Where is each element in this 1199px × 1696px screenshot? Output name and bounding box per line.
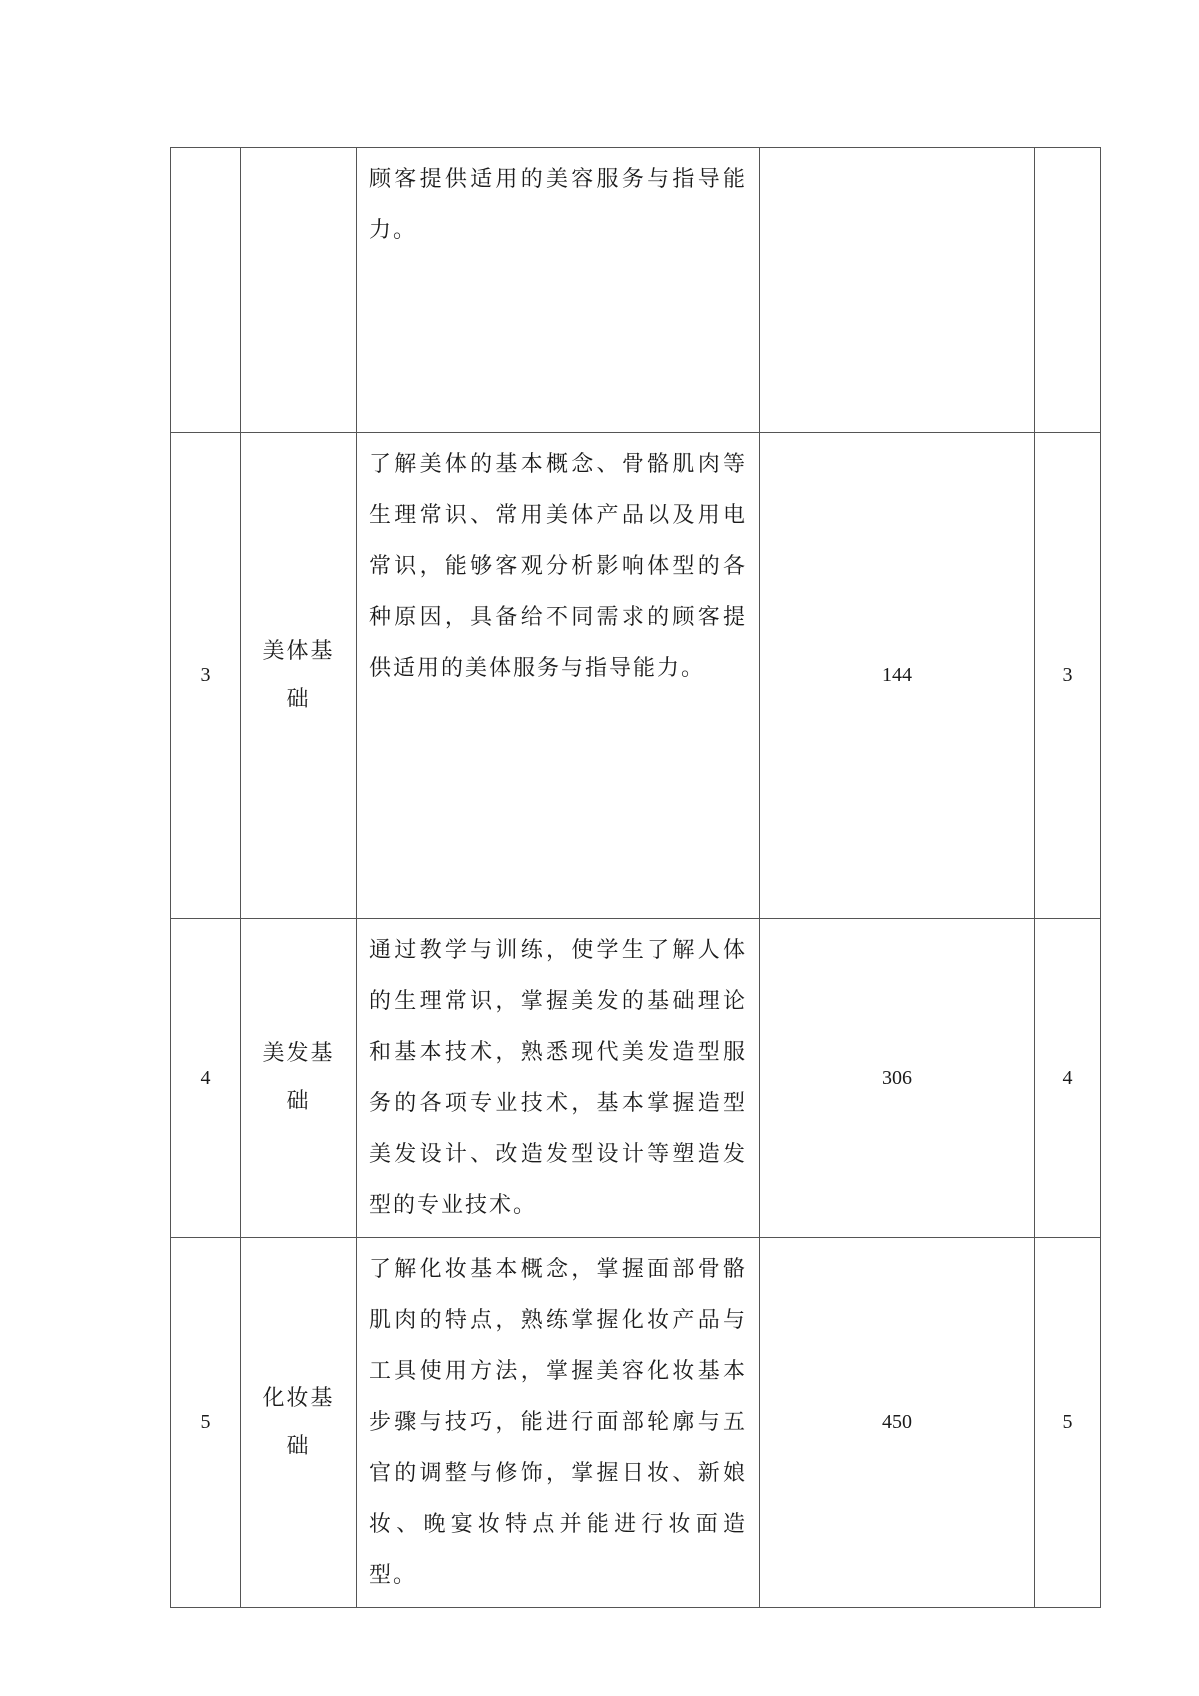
table-row [171,148,1101,433]
course-weeks-cell: 5 [1035,1238,1101,1608]
course-name-cell: 美发基础 [241,919,357,1238]
course-hours-cell: 306 [760,919,1035,1238]
course-description-text: 通过教学与训练，使学生了解人体的生理常识，掌握美发的基础理论和基本技术，熟悉现代美发造型服务的各项专业技术，基本掌握造型美发设计、改造发型设计等塑造发型的专业技术。 [369,938,747,1218]
course-description-text: 了解美体的基本概念、骨骼肌肉等生理常识、常用美体产品以及用电常识，能够客观分析影响体型的各种原因，具备给不同需求的顾客提供适用的美体服务与指导能力。 [369,452,747,681]
table-row [171,919,1101,1238]
course-number-cell: 3 [171,433,241,919]
course-number-cell: 4 [171,919,241,1238]
course-description-cell [357,433,760,919]
course-table [170,147,1101,1608]
course-weeks-cell [1035,148,1101,433]
course-number-cell: 5 [171,1238,241,1608]
course-name-cell: 化妆基础 [241,1238,357,1608]
course-description-text: 顾客提供适用的美容服务与指导能力。 [369,167,747,243]
course-description-cell [357,1238,760,1608]
course-description-text: 了解化妆基本概念，掌握面部骨骼肌肉的特点，熟练掌握化妆产品与工具使用方法，掌握美容化妆基本步骤与技巧，能进行面部轮廓与五官的调整与修饰，掌握日妆、新娘妆、晚宴妆特点并能进行妆面造型。 [369,1257,747,1588]
course-hours-cell [760,148,1035,433]
course-weeks-cell: 3 [1035,433,1101,919]
course-hours-cell: 144 [760,433,1035,919]
table-row [171,1238,1101,1608]
course-hours-cell: 450 [760,1238,1035,1608]
course-description-cell [357,148,760,433]
course-name-cell [241,148,357,433]
course-weeks-cell: 4 [1035,919,1101,1238]
course-name-cell: 美体基础 [241,433,357,919]
table-row [171,433,1101,919]
course-number-cell [171,148,241,433]
course-description-cell [357,919,760,1238]
